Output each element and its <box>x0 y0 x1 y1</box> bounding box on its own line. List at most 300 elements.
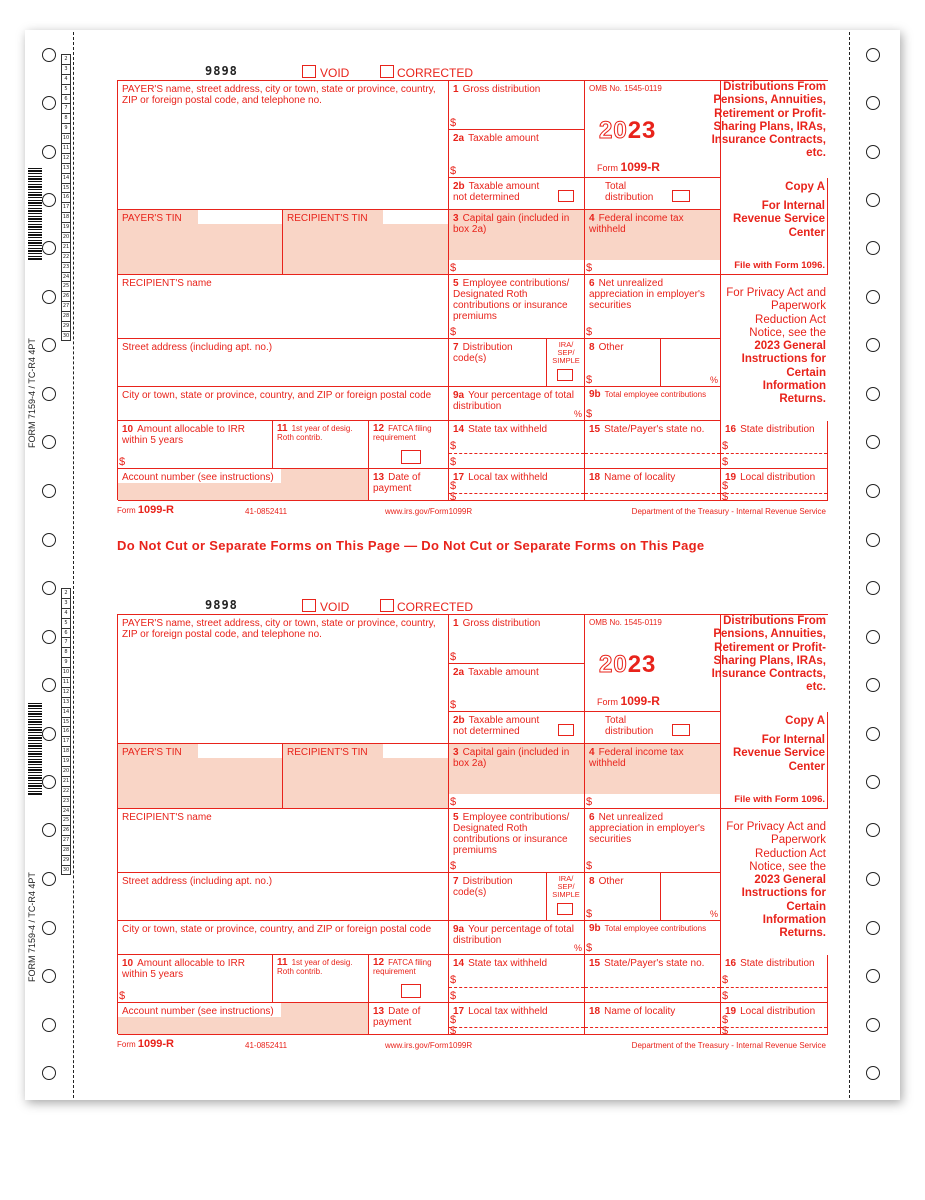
copy-a-panel <box>721 712 828 809</box>
box-12-text: FATCA filing requirement <box>373 424 432 442</box>
box-6-net-unrealized-appreciation[interactable] <box>585 275 721 339</box>
box-4-federal-tax-withheld[interactable] <box>585 210 721 275</box>
box-9a-percentage[interactable] <box>449 921 585 955</box>
line-number: 27 <box>62 837 70 844</box>
street-address-box[interactable] <box>118 873 449 921</box>
box-9b-text: Total employee contributions <box>604 390 707 399</box>
box-15-text: State/Payer's state no. <box>604 958 705 969</box>
box-7-distribution-codes[interactable] <box>449 339 547 387</box>
void-label: VOID <box>320 600 350 614</box>
form-grid <box>117 614 828 1037</box>
box-18-label <box>589 472 675 483</box>
privacy-label: For Privacy Act and Paperwork Reduction Act Notice, see the <box>726 287 826 339</box>
tractor-hole <box>42 969 56 983</box>
payer-tin-shade <box>118 758 282 808</box>
corrected-checkbox[interactable] <box>380 65 394 78</box>
tractor-hole <box>866 533 880 547</box>
box-16-state-distribution[interactable] <box>721 421 828 469</box>
side-form-code <box>27 432 37 448</box>
tractor-hole <box>42 48 56 62</box>
box-8-other[interactable] <box>585 339 661 387</box>
right-perforation <box>849 32 850 1098</box>
box-1-gross-distribution[interactable] <box>449 81 585 130</box>
box-5-label <box>453 278 583 322</box>
tractor-hole <box>866 484 880 498</box>
box-12-fatca[interactable] <box>369 955 449 1003</box>
tractor-hole <box>866 630 880 644</box>
ira-sep-simple-checkbox[interactable] <box>557 903 573 915</box>
dashed-separator <box>585 453 720 454</box>
line-number: 9 <box>61 123 71 133</box>
box-9a-label <box>453 390 583 412</box>
total-distribution-box[interactable] <box>585 712 721 744</box>
line-number: 14 <box>62 708 70 715</box>
corrected-checkbox[interactable] <box>380 599 394 612</box>
box-19-num: 19 <box>725 472 737 483</box>
box-3-text: Capital gain (included in box 2a) <box>453 747 570 769</box>
box-9b-total-employee-contributions[interactable] <box>585 921 721 955</box>
box-2b-taxable-not-determined[interactable] <box>449 178 585 210</box>
account-number-box[interactable] <box>118 469 369 501</box>
box-10-amount-allocable-irr[interactable] <box>118 421 273 469</box>
tractor-hole <box>42 338 56 352</box>
box-5-employee-contributions[interactable] <box>449 275 585 339</box>
line-number: 24 <box>62 807 70 814</box>
box-18-name-of-locality[interactable] <box>585 469 721 501</box>
dollar-sign: $ <box>722 990 729 1002</box>
line-number: 26 <box>62 827 70 834</box>
for-irs-label: For Internal Revenue Service Center <box>732 734 825 773</box>
corrected-label: CORRECTED <box>397 600 474 614</box>
box-17-local-tax-withheld[interactable] <box>449 469 585 501</box>
box-5-num: 5 <box>453 278 459 289</box>
box-1-text: Gross distribution <box>462 84 541 95</box>
box-11-first-year-roth[interactable] <box>273 955 369 1003</box>
line-number: 5 <box>61 618 71 628</box>
box-3-capital-gain[interactable] <box>449 210 585 275</box>
dashed-separator <box>449 1027 584 1028</box>
dashed-separator <box>585 987 720 988</box>
box-2b-label <box>453 715 553 737</box>
tractor-hole <box>42 145 56 159</box>
footer-catalog-number: 41-0852411 <box>245 1041 288 1050</box>
tractor-hole <box>866 823 880 837</box>
box-14-state-tax-withheld[interactable] <box>449 421 585 469</box>
box-11-num: 11 <box>277 957 288 968</box>
form-1099r <box>117 62 828 542</box>
void-checkbox[interactable] <box>302 65 316 78</box>
box-6-net-unrealized-appreciation[interactable] <box>585 809 721 873</box>
line-number: 14 <box>62 174 70 181</box>
box-9a-text: Your percentage of total distribution <box>453 390 574 412</box>
street-address-box[interactable] <box>118 339 449 387</box>
box-9b-text: Total employee contributions <box>604 924 707 933</box>
box-9b-num: 9b <box>589 923 601 934</box>
box-4-federal-tax-withheld[interactable] <box>585 744 721 809</box>
box-7-distribution-codes[interactable] <box>449 873 547 921</box>
total-distribution-checkbox[interactable] <box>672 190 690 202</box>
tractor-hole <box>42 290 56 304</box>
line-number: 8 <box>61 647 71 657</box>
dollar-sign: $ <box>586 262 593 274</box>
box-19-label <box>725 472 815 483</box>
dollar-sign: $ <box>119 990 126 1002</box>
box-17-local-tax-withheld[interactable] <box>449 1003 585 1035</box>
line-number: 2 <box>61 54 71 64</box>
tractor-hole <box>866 241 880 255</box>
ira-sep-simple-box[interactable] <box>547 873 585 921</box>
line-number: 28 <box>62 847 70 854</box>
box-2b-num: 2b <box>453 181 465 192</box>
line-number: 30 <box>62 866 70 873</box>
footer-url: www.irs.gov/Form1099R <box>385 1041 473 1050</box>
dashed-separator <box>449 987 584 988</box>
footer-department: Department of the Treasury - Internal Revenue Service <box>631 507 826 516</box>
ira-sep-simple-label: IRA/ SEP/ SIMPLE <box>552 874 580 899</box>
tractor-hole <box>42 1066 56 1080</box>
box-10-text: Amount allocable to IRR within 5 years <box>122 958 245 980</box>
instructions-label: 2023 General Instructions for Certain Information Returns. <box>741 340 826 406</box>
box-2a-taxable-amount[interactable] <box>449 130 585 178</box>
box-2a-label <box>453 133 539 144</box>
line-number: 6 <box>61 94 71 104</box>
box-1-gross-distribution[interactable] <box>449 615 585 664</box>
footer-form-name <box>117 504 174 516</box>
box-8-text: Other <box>598 876 624 887</box>
box-13-date-of-payment[interactable] <box>369 1003 449 1035</box>
payer-name-box[interactable] <box>118 81 449 210</box>
year-hollow: 20 <box>599 117 628 144</box>
box-2b-num: 2b <box>453 715 465 726</box>
tractor-hole <box>866 290 880 304</box>
box-17-num: 17 <box>453 1006 465 1017</box>
box-15-label <box>589 958 704 969</box>
box-15-label <box>589 424 704 435</box>
dollar-sign: $ <box>586 796 593 808</box>
box-9b-label <box>589 390 706 399</box>
dashed-separator <box>585 1027 720 1028</box>
box-14-num: 14 <box>453 958 465 969</box>
form-name-label <box>597 694 660 708</box>
box-14-text: State tax withheld <box>468 424 548 435</box>
line-number: 19 <box>62 758 70 765</box>
line-number: 23 <box>62 263 70 270</box>
box-5-text: Employee contributions/ Designated Roth contributions or insurance premiums <box>453 278 570 322</box>
box-17-num: 17 <box>453 472 465 483</box>
tractor-hole <box>866 1066 880 1080</box>
tractor-hole <box>42 921 56 935</box>
copy-a-label: Copy A <box>785 715 825 727</box>
recipient-tin-label: RECIPIENT'S TIN <box>287 213 368 224</box>
box-1-text: Gross distribution <box>462 618 541 629</box>
fatca-checkbox[interactable] <box>401 984 421 998</box>
dollar-sign: $ <box>450 860 457 872</box>
box-1-num: 1 <box>453 618 459 629</box>
payer-tin-box[interactable] <box>118 210 283 275</box>
void-checkbox[interactable] <box>302 599 316 612</box>
city-state-zip-label: City or town, state or province, country, and ZIP or foreign postal code <box>122 924 432 935</box>
box-15-text: State/Payer's state no. <box>604 424 705 435</box>
line-number: 7 <box>61 103 71 113</box>
tractor-hole <box>42 678 56 692</box>
recipient-tin-box[interactable] <box>283 210 449 275</box>
tractor-hole <box>866 678 880 692</box>
privacy-panel <box>721 809 828 955</box>
line-number: 27 <box>62 303 70 310</box>
line-number: 4 <box>61 608 71 618</box>
box-2a-taxable-amount[interactable] <box>449 664 585 712</box>
city-state-zip-box[interactable] <box>118 387 449 421</box>
form-1099r <box>117 596 828 1076</box>
dollar-sign: $ <box>722 456 729 468</box>
box-2b-taxable-not-determined[interactable] <box>449 712 585 744</box>
box-18-num: 18 <box>589 472 601 483</box>
line-number: 19 <box>62 224 70 231</box>
payer-tin-box[interactable] <box>118 744 283 809</box>
line-number: 18 <box>62 214 70 221</box>
omb-year-box <box>585 81 721 178</box>
box-4-num: 4 <box>589 213 595 224</box>
box-1-num: 1 <box>453 84 459 95</box>
footer-department: Department of the Treasury - Internal Revenue Service <box>631 1041 826 1050</box>
box-13-label <box>373 1006 445 1028</box>
payer-name-box[interactable] <box>118 615 449 744</box>
year-hollow: 20 <box>599 651 628 678</box>
form-code: 9898 <box>205 598 238 612</box>
box-9b-total-employee-contributions[interactable] <box>585 387 721 421</box>
box-15-num: 15 <box>589 958 601 969</box>
box-4-label <box>589 213 699 235</box>
box-4-text: Federal income tax withheld <box>589 213 684 235</box>
box-1-label <box>453 618 540 629</box>
line-number: 30 <box>62 332 70 339</box>
tractor-hole <box>42 241 56 255</box>
line-number: 25 <box>62 817 70 824</box>
box-3-num: 3 <box>453 213 459 224</box>
privacy-panel <box>721 275 828 421</box>
recipient-name-box[interactable] <box>118 275 449 339</box>
street-address-label: Street address (including apt. no.) <box>122 342 273 353</box>
box-8-percent[interactable] <box>661 873 721 921</box>
recipient-tin-label: RECIPIENT'S TIN <box>287 747 368 758</box>
line-number: 5 <box>61 84 71 94</box>
box-16-label <box>725 424 815 435</box>
box-10-num: 10 <box>122 424 134 435</box>
dollar-sign: $ <box>450 651 457 663</box>
line-number: 13 <box>62 164 70 171</box>
tractor-hole <box>42 630 56 644</box>
box-13-text: Date of payment <box>373 472 421 494</box>
box-5-employee-contributions[interactable] <box>449 809 585 873</box>
percent-sign: % <box>709 909 718 919</box>
city-state-zip-box[interactable] <box>118 921 449 955</box>
box-19-text: Local distribution <box>740 472 816 483</box>
box-5-label <box>453 812 583 856</box>
line-number: 7 <box>61 637 71 647</box>
box-3-capital-gain[interactable] <box>449 744 585 809</box>
box-10-text: Amount allocable to IRR within 5 years <box>122 424 245 446</box>
line-number: 11 <box>62 145 70 152</box>
box-14-label <box>453 424 547 435</box>
line-number: 10 <box>62 135 70 142</box>
dollar-sign: $ <box>722 440 729 452</box>
line-number: 21 <box>62 777 70 784</box>
box-8-label <box>589 876 624 887</box>
ira-sep-simple-checkbox[interactable] <box>557 369 573 381</box>
dollar-sign: $ <box>450 456 457 468</box>
box-3-label <box>453 213 583 235</box>
tractor-hole <box>42 775 56 789</box>
box-9a-text: Your percentage of total distribution <box>453 924 574 946</box>
box-11-label <box>277 424 367 442</box>
total-distribution-checkbox[interactable] <box>672 724 690 736</box>
line-number: 13 <box>62 698 70 705</box>
box-11-text: 1st year of desig. Roth contrib. <box>277 424 353 442</box>
dollar-sign: $ <box>450 990 457 1002</box>
payer-name-label: PAYER'S name, street address, city or town, state or province, country, ZIP or foreign postal code, and telephone no. <box>122 84 436 106</box>
file-with-label: File with Form 1096. <box>734 794 825 805</box>
line-number: 29 <box>62 857 70 864</box>
tractor-hole <box>866 387 880 401</box>
dashed-separator <box>585 493 720 494</box>
dollar-sign: $ <box>450 796 457 808</box>
recipient-tin-box[interactable] <box>283 744 449 809</box>
dashed-separator <box>721 1027 827 1028</box>
box-18-name-of-locality[interactable] <box>585 1003 721 1035</box>
box-17-label <box>453 1006 548 1017</box>
box-9b-num: 9b <box>589 389 601 400</box>
box-13-text: Date of payment <box>373 1006 421 1028</box>
box-2b-text: Taxable amount not determined <box>453 181 540 203</box>
tractor-hole <box>42 727 56 741</box>
box-7-num: 7 <box>453 876 459 887</box>
box-8-other[interactable] <box>585 873 661 921</box>
box-13-date-of-payment[interactable] <box>369 469 449 501</box>
box-15-state-payer-number[interactable] <box>585 955 721 1003</box>
dollar-sign: $ <box>586 942 593 954</box>
form-name-label <box>597 160 660 174</box>
ira-sep-simple-box[interactable] <box>547 339 585 387</box>
box-16-num: 16 <box>725 958 737 969</box>
line-number: 11 <box>62 679 70 686</box>
line-number: 22 <box>62 253 70 260</box>
box-16-state-distribution[interactable] <box>721 955 828 1003</box>
box-19-local-distribution[interactable] <box>721 1003 828 1035</box>
box-2b-checkbox[interactable] <box>558 724 574 736</box>
line-number: 20 <box>62 768 70 775</box>
footer-form-name <box>117 1038 174 1050</box>
dollar-sign: $ <box>450 480 457 492</box>
box-11-text: 1st year of desig. Roth contrib. <box>277 958 353 976</box>
omb-number: OMB No. 1545-0119 <box>589 618 662 627</box>
recipient-name-box[interactable] <box>118 809 449 873</box>
box-8-percent[interactable] <box>661 339 721 387</box>
line-number-strip <box>61 588 71 875</box>
recipient-tin-shade <box>283 758 448 808</box>
box-16-num: 16 <box>725 424 737 435</box>
barcode <box>28 703 42 795</box>
tractor-hole <box>42 193 56 207</box>
tractor-hole <box>42 872 56 886</box>
box-2a-text: Taxable amount <box>468 133 539 144</box>
box-10-num: 10 <box>122 958 134 969</box>
line-number: 18 <box>62 748 70 755</box>
dollar-sign: $ <box>722 974 729 986</box>
ira-sep-simple-label: IRA/ SEP/ SIMPLE <box>552 340 580 365</box>
box-14-state-tax-withheld[interactable] <box>449 955 585 1003</box>
line-number: 28 <box>62 313 70 320</box>
box-10-label <box>122 424 262 446</box>
tractor-hole <box>866 193 880 207</box>
dollar-sign: $ <box>722 1025 729 1037</box>
box-2b-checkbox[interactable] <box>558 190 574 202</box>
do-not-cut-warning: Do Not Cut or Separate Forms on This Page — Do Not Cut or Separate Forms on This Page <box>117 538 705 553</box>
dollar-sign: $ <box>450 1025 457 1037</box>
dollar-sign: $ <box>586 908 593 920</box>
tractor-hole <box>866 435 880 449</box>
dollar-sign: $ <box>450 1014 457 1026</box>
line-number: 12 <box>62 154 70 161</box>
box-18-text: Name of locality <box>604 472 676 483</box>
box-8-num: 8 <box>589 876 595 887</box>
line-number: 24 <box>62 273 70 280</box>
total-distribution-box[interactable] <box>585 178 721 210</box>
total-distribution-label: Total distribution <box>605 715 654 737</box>
line-number: 29 <box>62 323 70 330</box>
tractor-hole <box>866 338 880 352</box>
footer-url: www.irs.gov/Form1099R <box>385 507 473 516</box>
dashed-separator <box>721 453 827 454</box>
payer-tin-label: PAYER'S TIN <box>122 213 182 224</box>
box-12-fatca[interactable] <box>369 421 449 469</box>
box-7-num: 7 <box>453 342 459 353</box>
fatca-checkbox[interactable] <box>401 450 421 464</box>
omb-year-box <box>585 615 721 712</box>
box-4-label <box>589 747 699 769</box>
recipient-name-label: RECIPIENT'S name <box>122 278 212 289</box>
box-19-local-distribution[interactable] <box>721 469 828 501</box>
box-15-state-payer-number[interactable] <box>585 421 721 469</box>
box-8-text: Other <box>598 342 624 353</box>
tractor-hole <box>866 581 880 595</box>
side-form-code <box>27 966 37 982</box>
line-number-strip <box>61 54 71 341</box>
box-9a-percentage[interactable] <box>449 387 585 421</box>
box-17-label <box>453 472 548 483</box>
tractor-hole <box>866 1018 880 1032</box>
box-19-label <box>725 1006 815 1017</box>
account-number-box[interactable] <box>118 1003 369 1035</box>
street-address-label: Street address (including apt. no.) <box>122 876 273 887</box>
box-19-num: 19 <box>725 1006 737 1017</box>
tax-year <box>599 117 656 145</box>
box-19-text: Local distribution <box>740 1006 816 1017</box>
box-6-text: Net unrealized appreciation in employer's securities <box>589 278 705 311</box>
box-14-num: 14 <box>453 424 465 435</box>
box-13-num: 13 <box>373 472 385 483</box>
line-number: 2 <box>61 588 71 598</box>
recipient-name-label: RECIPIENT'S name <box>122 812 212 823</box>
box-11-first-year-roth[interactable] <box>273 421 369 469</box>
tractor-hole <box>866 145 880 159</box>
box-10-amount-allocable-irr[interactable] <box>118 955 273 1003</box>
year-solid: 23 <box>627 117 657 144</box>
barcode <box>28 168 42 260</box>
line-number: 17 <box>62 204 70 211</box>
dashed-separator <box>721 493 827 494</box>
box-6-label <box>589 812 714 845</box>
box-5-text: Employee contributions/ Designated Roth contributions or insurance premiums <box>453 812 570 856</box>
